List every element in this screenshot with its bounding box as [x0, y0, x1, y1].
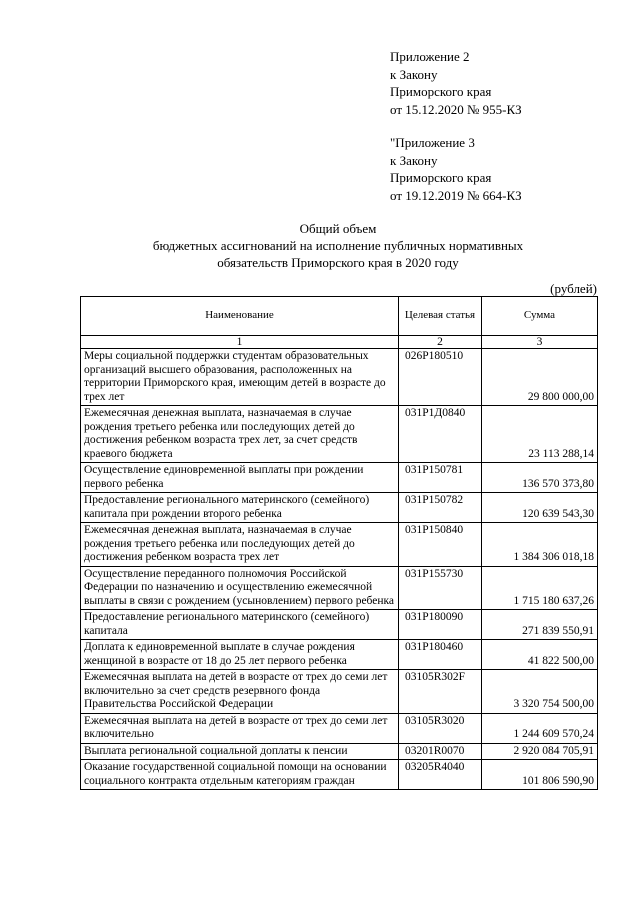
row-amount-cell: 29 800 000,00 [482, 349, 598, 406]
row-name-cell: Меры социальной поддержки студентам образовательных организаций высшего образования, расположенных на территории Приморского края, имеющим детей в возрасте до трех лет [81, 349, 399, 406]
row-name-cell: Осуществление переданного полномочия Российской Федерации по назначению и осуществлению ежемесячной выплаты в связи с рождением (усыновлением) первого ребенка [81, 566, 399, 610]
row-name-cell: Ежемесячная денежная выплата, назначаемая в случае рождения третьего ребенка или последующих детей до достижения ребенком возраста трех лет, за счет средств краевого бюджета [81, 406, 399, 463]
row-amount-cell: 23 113 288,14 [482, 406, 598, 463]
row-amount-cell: 2 920 084 705,91 [482, 743, 598, 760]
row-name-cell: Доплата к единовременной выплате в случае рождения женщиной в возрасте от 18 до 25 лет первого ребенка [81, 640, 399, 670]
appendix-line: "Приложение 3 [390, 135, 475, 150]
row-code-cell: 026P180510 [399, 349, 482, 406]
currency-unit-label: (рублей) [550, 281, 597, 296]
table-row [81, 523, 598, 567]
table-row [81, 760, 598, 790]
table-row [81, 713, 598, 743]
table-row [81, 640, 598, 670]
row-name-cell: Оказание государственной социальной помощи на основании социального контракта отдельным категориям граждан [81, 760, 399, 790]
table-row [81, 670, 598, 714]
row-name-cell: Ежемесячная выплата на детей в возрасте от трех до семи лет включительно за счет средств резервного фонда Правительства Российской Федерации [81, 670, 399, 714]
row-code-cell: 03205R4040 [399, 760, 482, 790]
header-amount: Сумма [482, 297, 598, 336]
title-line: бюджетных ассигнований на исполнение публичных нормативных [152, 238, 524, 253]
appendix-line: от 19.12.2019 № 664-КЗ [390, 187, 522, 203]
row-amount-cell: 271 839 550,91 [482, 610, 598, 640]
document-title [80, 220, 596, 271]
title-line: обязательств Приморского края в 2020 году [217, 255, 459, 270]
column-number: 1 [81, 336, 399, 349]
table-row [81, 406, 598, 463]
appendix-line: от 15.12.2020 № 955-КЗ [390, 101, 522, 117]
row-code-cell: 031P150782 [399, 493, 482, 523]
row-amount-cell: 1 384 306 018,18 [482, 523, 598, 567]
table-row [81, 463, 598, 493]
appendix-header-current [390, 48, 522, 118]
row-name-cell: Ежемесячная денежная выплата, назначаемая в случае рождения третьего ребенка или последующих детей до достижения ребенком возраста трех лет [81, 523, 399, 567]
row-code-cell: 031P180460 [399, 640, 482, 670]
header-name: Наименование [81, 297, 399, 336]
row-amount-cell: 1 244 609 570,24 [482, 713, 598, 743]
row-amount-cell: 41 822 500,00 [482, 640, 598, 670]
table-row [81, 566, 598, 610]
table-row [81, 349, 598, 406]
appendix-line: к Закону [390, 152, 438, 168]
column-number: 3 [482, 336, 598, 349]
row-code-cell: 031P150781 [399, 463, 482, 493]
obligations-table [80, 296, 598, 790]
column-number-row [81, 336, 598, 349]
header-code: Целевая статья [399, 297, 482, 336]
table-row [81, 493, 598, 523]
row-amount-cell: 3 320 754 500,00 [482, 670, 598, 714]
title-line: Общий объем [299, 221, 377, 236]
appendix-line: к Закону [390, 66, 438, 82]
appendix-line: Приложение 2 [390, 49, 470, 64]
table-header-row [81, 297, 598, 336]
appendix-line: Приморского края [390, 84, 492, 99]
column-number: 2 [399, 336, 482, 349]
row-code-cell: 031P1Д0840 [399, 406, 482, 463]
row-amount-cell: 101 806 590,90 [482, 760, 598, 790]
table-row [81, 743, 598, 760]
appendix-header-amended [390, 134, 522, 204]
row-code-cell: 031P155730 [399, 566, 482, 610]
row-code-cell: 03105R3020 [399, 713, 482, 743]
row-code-cell: 031P150840 [399, 523, 482, 567]
table-row [81, 610, 598, 640]
row-name-cell: Предоставление регионального материнского (семейного) капитала [81, 610, 399, 640]
row-amount-cell: 136 570 373,80 [482, 463, 598, 493]
row-code-cell: 031P180090 [399, 610, 482, 640]
row-name-cell: Ежемесячная выплата на детей в возрасте от трех до семи лет включительно [81, 713, 399, 743]
row-name-cell: Предоставление регионального материнского (семейного) капитала при рождении второго ребенка [81, 493, 399, 523]
table-body [81, 349, 598, 790]
row-name-cell: Осуществление единовременной выплаты при рождении первого ребенка [81, 463, 399, 493]
row-amount-cell: 1 715 180 637,26 [482, 566, 598, 610]
row-name-cell: Выплата региональной социальной доплаты к пенсии [81, 743, 399, 760]
row-code-cell: 03201R0070 [399, 743, 482, 760]
row-code-cell: 03105R302F [399, 670, 482, 714]
row-amount-cell: 120 639 543,30 [482, 493, 598, 523]
appendix-line: Приморского края [390, 170, 492, 185]
